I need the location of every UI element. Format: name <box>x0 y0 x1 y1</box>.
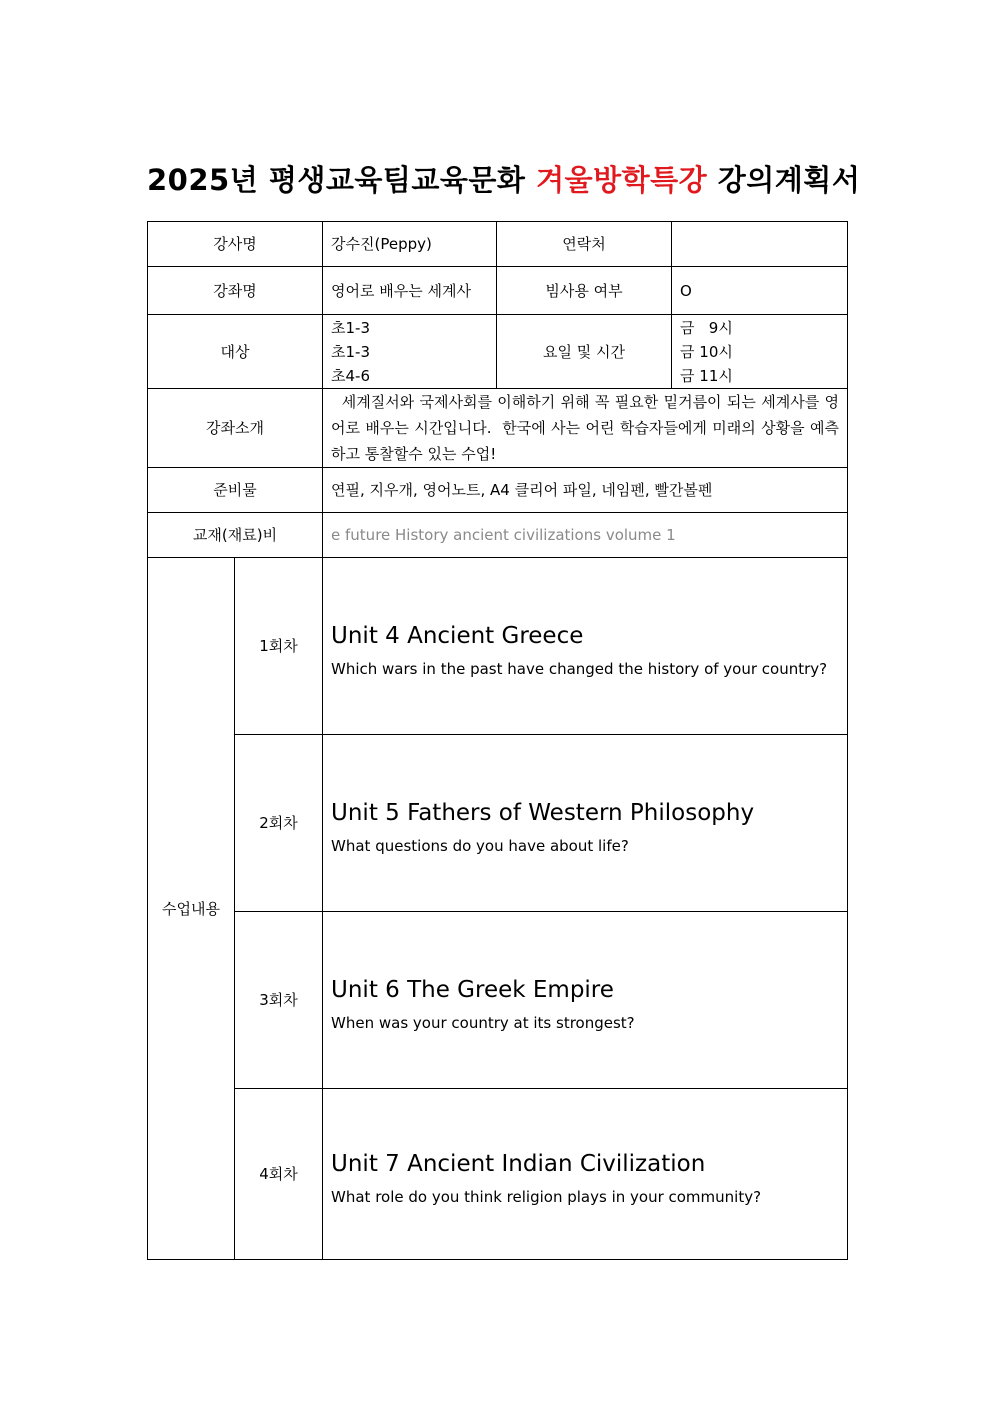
lesson-content <box>323 1089 848 1260</box>
beam-label: 빔사용 여부 <box>497 267 672 315</box>
target-item: 초1-3 <box>331 342 371 361</box>
title-part-2: 겨울방학특강 <box>536 163 708 197</box>
lesson-title: Unit 6 The Greek Empire <box>331 976 614 1003</box>
lesson-session: 1회차 <box>235 558 323 735</box>
lesson-row <box>148 1089 848 1260</box>
supplies-value: 연필, 지우개, 영어노트, A4 클리어 파일, 네임펜, 빨간볼펜 <box>323 468 848 513</box>
lesson-question: What questions do you have about life? <box>331 836 629 855</box>
lesson-content <box>323 735 848 912</box>
course-value: 영어로 배우는 세계사 <box>323 267 497 315</box>
time-item: 금 10시 <box>680 342 733 361</box>
target-row <box>148 315 848 389</box>
lesson-row <box>148 558 848 735</box>
lesson-session: 3회차 <box>235 912 323 1089</box>
course-label: 강좌명 <box>148 267 323 315</box>
material-value: e future History ancient civilizations volume 1 <box>323 513 848 558</box>
lesson-row <box>148 735 848 912</box>
lesson-question: What role do you think religion plays in your community? <box>331 1187 762 1206</box>
title-part-1: 2025년 평생교육팀교육문화 <box>147 163 526 197</box>
target-item: 초1-3 <box>331 318 371 337</box>
course-row <box>148 267 848 315</box>
instructor-label: 강사명 <box>148 222 323 267</box>
time-item: 금 9시 <box>680 318 733 337</box>
lesson-session: 2회차 <box>235 735 323 912</box>
material-row <box>148 513 848 558</box>
intro-row <box>148 389 848 468</box>
supplies-label: 준비물 <box>148 468 323 513</box>
beam-value: O <box>672 267 848 315</box>
target-item: 초4-6 <box>331 366 371 385</box>
target-label: 대상 <box>148 315 323 389</box>
schedule-label: 요일 및 시간 <box>497 315 672 389</box>
lesson-title: Unit 4 Ancient Greece <box>331 622 584 649</box>
lecture-plan-table <box>147 221 848 1260</box>
lesson-content <box>323 558 848 735</box>
intro-value: 세계질서와 국제사회를 이해하기 위해 꼭 필요한 밑거름이 되는 세계사를 영어로 배우는 시간입니다. 한국에 사는 어린 학습자들에게 미래의 상황을 예측하고 통찰할수 있는 수업! <box>323 389 848 468</box>
supplies-row <box>148 468 848 513</box>
lesson-session: 4회차 <box>235 1089 323 1260</box>
lesson-question: When was your country at its strongest? <box>331 1013 635 1032</box>
time-list <box>672 315 848 389</box>
title-part-3: 강의계획서 <box>717 163 861 197</box>
contact-label: 연락처 <box>497 222 672 267</box>
lesson-row <box>148 912 848 1089</box>
instructor-value: 강수진(Peppy) <box>323 222 497 267</box>
page-title <box>147 158 861 199</box>
target-list <box>323 315 497 389</box>
lesson-title: Unit 5 Fathers of Western Philosophy <box>331 799 755 826</box>
material-label: 교재(재료)비 <box>148 513 323 558</box>
intro-label: 강좌소개 <box>148 389 323 468</box>
lesson-question: Which wars in the past have changed the history of your country? <box>331 659 828 678</box>
time-item: 금 11시 <box>680 366 733 385</box>
lessons-label: 수업내용 <box>148 558 235 1260</box>
lesson-content <box>323 912 848 1089</box>
lesson-title: Unit 7 Ancient Indian Civilization <box>331 1150 706 1177</box>
instructor-row <box>148 222 848 267</box>
contact-value <box>672 222 848 267</box>
